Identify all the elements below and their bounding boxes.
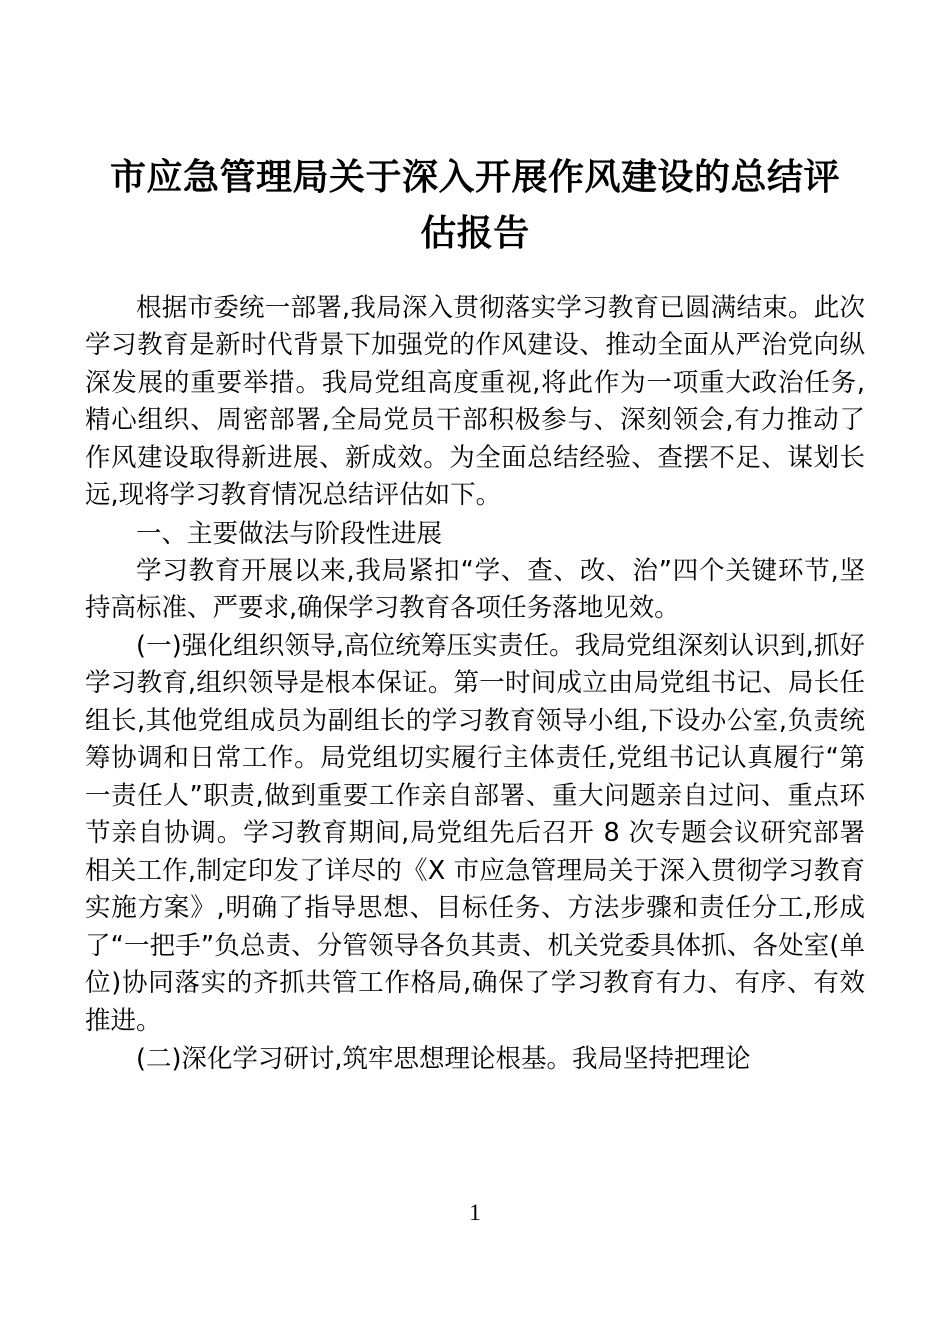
paragraph-1: 根据市委统一部署,我局深入贯彻落实学习教育已圆满结束。此次学习教育是新时代背景下加强党的作风建设、推动全面从严治党向纵深发展的重要举措。我局党组高度重视,将此作为一项重大政治任务,精心组织、周密部署,全局党员干部积极参与、深刻领会,有力推动了作风建设取得新进展、新成效。为全面总结经验、查摆不足、谋划长远,现将学习教育情况总结评估如下。 bbox=[85, 292, 865, 511]
paragraph-3: 学习教育开展以来,我局紧扣“学、查、改、治”四个关键环节,坚持高标准、严要求,确保学习教育各项任务落地见效。 bbox=[85, 555, 865, 624]
page-number: 1 bbox=[469, 1200, 481, 1225]
paragraph-5: (二)深化学习研讨,筑牢思想理论根基。我局坚持把理论 bbox=[136, 1044, 751, 1075]
paragraph-4: (一)强化组织领导,高位统筹压实责任。我局党组深刻认识到,抓好学习教育,组织领导是根本保证。第一时间成立由局党组书记、局长任组长,其他党组成员为副组长的学习教育领导小组,下设办公室,负责统筹协调和日常工作。局党组切实履行主体责任,党组书记认真履行“第一责任人”职责,做到重要工作亲自部署、重大问题亲自过问、重点环节亲自协调。学习教育期间,局党组先后召开 8 次专题会议研究部署相关工作,制定印发了详尽的《X 市应急管理局关于深入贯彻学习教育实施方案》,明确了指导思想、目标任务、方法步骤和责任分工,形成了“一把手”负总责、分管领导各负其责、机关党委具体抓、各处室(单位)协同落实的齐抓共管工作格局,确保了学习教育有力、有序、有效推进。 bbox=[85, 630, 865, 1036]
paragraph-2-heading: 一、主要做法与阶段性进展 bbox=[136, 518, 443, 549]
page-title: 市应急管理局关于深入开展作风建设的总结评估报告 bbox=[109, 157, 840, 254]
document-body bbox=[85, 290, 865, 1079]
